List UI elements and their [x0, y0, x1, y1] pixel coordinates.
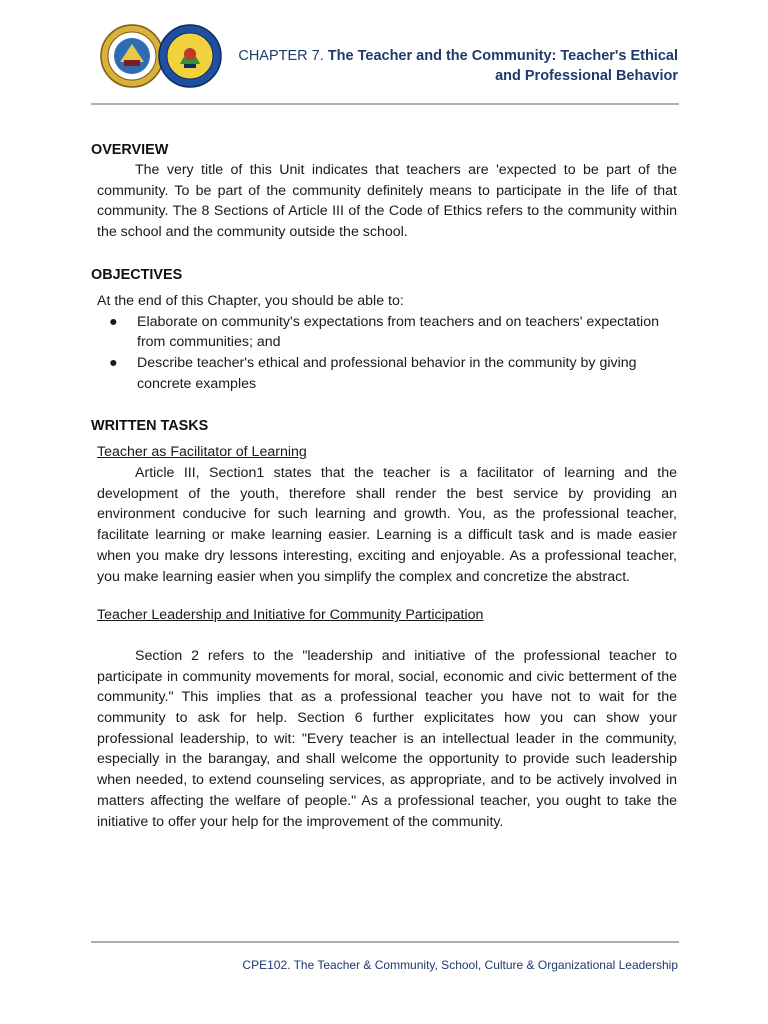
page-header	[100, 24, 680, 94]
subheading-leadership: Teacher Leadership and Initiative for Community Participation	[97, 607, 484, 624]
header-divider	[91, 103, 679, 105]
page-footer: CPE102. The Teacher & Community, School, Culture & Organizational Leadership	[242, 958, 678, 972]
university-seal-logo	[100, 24, 164, 88]
list-item	[109, 353, 677, 394]
objective-item-1: Elaborate on community's expectations from teachers and on teachers' expectation from communities; and	[137, 313, 659, 351]
objective-item-2: Describe teacher's ethical and professional behavior in the community by giving concrete examples	[137, 354, 637, 392]
bullet-icon: ●	[109, 354, 118, 371]
bullet-icon: ●	[109, 313, 118, 330]
subheading-facilitator: Teacher as Facilitator of Learning	[97, 444, 307, 461]
written-tasks-heading: WRITTEN TASKS	[91, 418, 209, 435]
document-body	[91, 140, 677, 832]
facilitator-paragraph: Article III, Section1 states that the teacher is a facilitator of learning and the development of the youth, therefore shall render the best service by providing an environment conducive for such learning and growth. You, as the professional teacher, facilitate learning or make learning easier. Learning is a difficult task and is made easier when you make dry lessons interesting, exciting and enjoyable. As a professional teacher, you make learning easier when you simplify the complex and concretize the abstract.	[97, 465, 677, 585]
overview-heading: OVERVIEW	[91, 142, 169, 158]
chapter-title-line-2: and Professional Behavior	[495, 68, 678, 84]
objectives-list	[91, 312, 677, 395]
overview-paragraph: The very title of this Unit indicates that teachers are 'expected to be part of the community. To be part of the community definitely means to participate in the life of that community. The 8 Sections of Article III of the Code of Ethics refers to the community within the school and the community outside the school.	[97, 162, 677, 241]
objectives-heading: OBJECTIVES	[91, 266, 183, 283]
chapter-title	[208, 46, 678, 86]
chapter-number: CHAPTER 7.	[238, 48, 328, 64]
objectives-intro: At the end of this Chapter, you should be able to:	[97, 292, 404, 309]
chapter-title-line-1: The Teacher and the Community: Teacher's Ethical	[327, 48, 678, 64]
leadership-paragraph: Section 2 refers to the "leadership and initiative of the professional teacher to participate in community movements for moral, social, economic and civic betterment of the community." This implies that as a professional teacher you have not to wait for the community to ask for help. Section 6 further explicitates how you can show your professional leadership, to wit: "Every teacher is an intellectual leader in the community, especially in the barangay, and shall welcome the opportunity to provide such leadership when needed, to extend counseling services, as appropriate, and to be actively involved in matters affecting the welfare of people." As a professional teacher, you ought to take the initiative to offer your help for the improvement of the community.	[97, 647, 677, 830]
footer-divider	[91, 941, 679, 943]
list-item	[109, 312, 677, 353]
